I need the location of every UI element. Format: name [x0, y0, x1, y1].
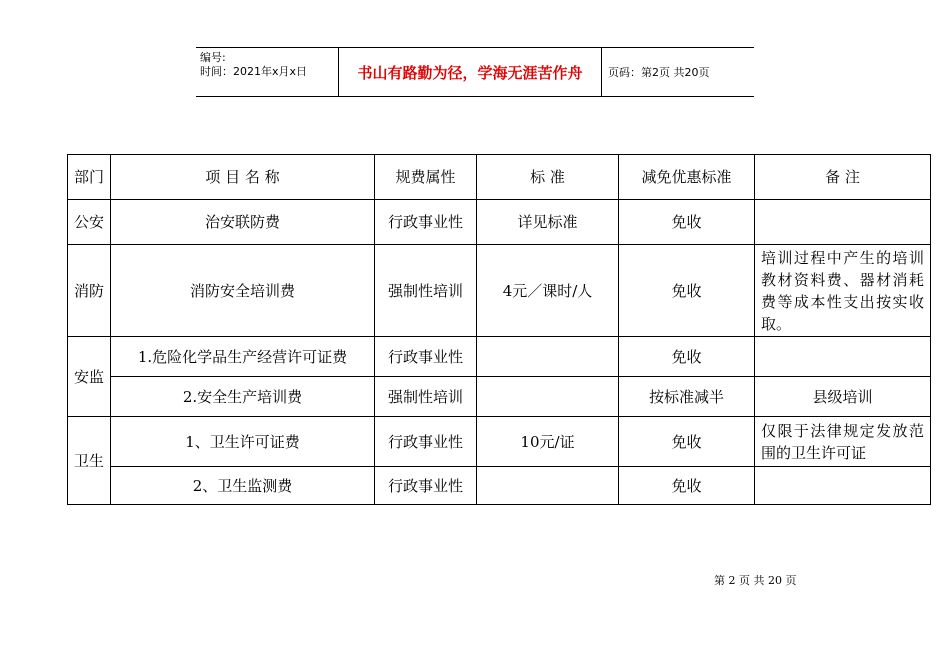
name-cell: 2、卫生监测费: [111, 467, 375, 505]
attr-cell: 强制性培训: [375, 245, 477, 337]
std-cell: 10元/证: [477, 417, 619, 467]
table-row: [68, 377, 931, 417]
std-cell: 4元／课时/人: [477, 245, 619, 337]
attr-cell: 强制性培训: [375, 377, 477, 417]
table-row: [68, 200, 931, 245]
table-row: [68, 417, 931, 467]
std-cell: [477, 467, 619, 505]
fee-table: [67, 154, 931, 505]
dept-cell: 安监: [68, 337, 111, 417]
name-cell: 1、卫生许可证费: [111, 417, 375, 467]
table-row: [68, 337, 931, 377]
note-cell: [755, 200, 931, 245]
col-header-note: 备 注: [755, 155, 931, 200]
attr-cell: 行政事业性: [375, 200, 477, 245]
std-cell: [477, 337, 619, 377]
attr-cell: 行政事业性: [375, 337, 477, 377]
table-header-row: [68, 155, 931, 200]
relief-cell: 免收: [619, 245, 755, 337]
note-cell: [755, 337, 931, 377]
relief-cell: 免收: [619, 200, 755, 245]
page-header: [196, 47, 754, 97]
table-row: [68, 467, 931, 505]
note-cell: 培训过程中产生的培训教材资料费、器材消耗费等成本性支出按实收取。: [755, 245, 931, 337]
time-label: 时间：2021年x月x日: [200, 65, 308, 78]
header-page-code: 页码：第2页 共20页: [608, 66, 710, 79]
col-header-relief: 减免优惠标准: [619, 155, 755, 200]
name-cell: 2.安全生产培训费: [111, 377, 375, 417]
relief-cell: 按标准减半: [619, 377, 755, 417]
col-header-std: 标 准: [477, 155, 619, 200]
std-cell: 详见标准: [477, 200, 619, 245]
table-row: [68, 245, 931, 337]
name-cell: 1.危险化学品生产经营许可证费: [111, 337, 375, 377]
relief-cell: 免收: [619, 417, 755, 467]
dept-cell: 消防: [68, 245, 111, 337]
relief-cell: 免收: [619, 467, 755, 505]
dept-cell: 公安: [68, 200, 111, 245]
attr-cell: 行政事业性: [375, 417, 477, 467]
std-cell: [477, 377, 619, 417]
col-header-name: 项 目 名 称: [111, 155, 375, 200]
col-header-dept: 部门: [68, 155, 111, 200]
relief-cell: 免收: [619, 337, 755, 377]
name-cell: 消防安全培训费: [111, 245, 375, 337]
header-motto: 书山有路勤为径，学海无涯苦作舟: [339, 48, 602, 96]
note-cell: 县级培训: [755, 377, 931, 417]
serial-label: 编号:: [200, 51, 226, 64]
col-header-attr: 规费属性: [375, 155, 477, 200]
name-cell: 治安联防费: [111, 200, 375, 245]
note-cell: 仅限于法律规定发放范围的卫生许可证: [755, 417, 931, 467]
attr-cell: 行政事业性: [375, 467, 477, 505]
page-footer: 第 2 页 共 20 页: [714, 574, 797, 587]
dept-cell: 卫生: [68, 417, 111, 505]
header-meta: [196, 48, 339, 96]
note-cell: [755, 467, 931, 505]
